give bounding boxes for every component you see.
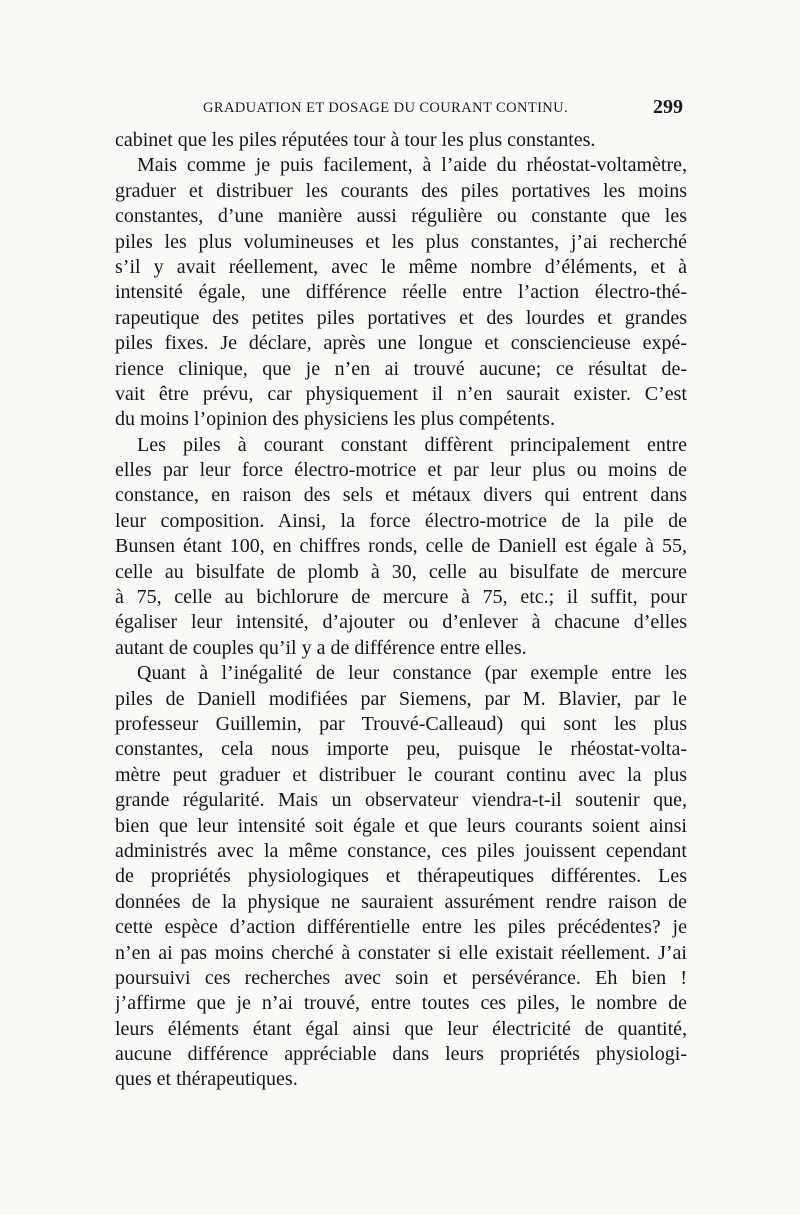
text-line: bien que leur intensité soit égale et que leurs courants soient ainsi	[115, 814, 687, 837]
page-number: 299	[653, 96, 683, 118]
text-line: graduer et distribuer les courants des piles portatives les moins	[115, 179, 687, 202]
text-line: aucune différence appréciable dans leurs propriétés physiologi-	[115, 1043, 687, 1066]
text-line: Mais comme je puis facilement, à l’aide du rhéostat-voltamètre,	[137, 154, 687, 177]
text-line: rapeutique des petites piles portatives et des lourdes et grandes	[115, 306, 687, 329]
text-line: Bunsen étant 100, en chiffres ronds, celle de Daniell est égale à 55,	[115, 535, 687, 558]
text-line: vait être prévu, car physiquement il n’en saurait exister. C’est	[115, 382, 687, 405]
text-line: leurs éléments étant égal ainsi que leur électricité de quantité,	[115, 1017, 687, 1040]
text-line: cette espèce d’action différentielle entre les piles précédentes? je	[115, 916, 687, 939]
text-line: autant de couples qu’il y a de différence entre elles.	[115, 636, 527, 659]
text-line: grande régularité. Mais un observateur viendra-t-il soutenir que,	[115, 789, 687, 812]
text-line: ques et thérapeutiques.	[115, 1068, 298, 1091]
text-line: cabinet que les piles réputées tour à tour les plus constantes.	[115, 129, 596, 151]
text-line: de propriétés physiologiques et thérapeutiques différentes. Les	[115, 865, 687, 888]
text-line: administrés avec la même constance, ces piles jouissent cependant	[115, 839, 687, 862]
text-line: leur composition. Ainsi, la force électro-motrice de la pile de	[115, 509, 687, 532]
text-line: Quant à l’inégalité de leur constance (par exemple entre les	[137, 662, 687, 685]
text-line: Les piles à courant constant diffèrent principalement entre	[137, 433, 687, 456]
text-line: rience clinique, que je n’en ai trouvé aucune; ce résultat de-	[115, 357, 687, 380]
text-line: égaliser leur intensité, d’ajouter ou d’enlever à chacune d’elles	[115, 611, 687, 634]
running-head	[115, 96, 685, 122]
text-line: piles les plus volumineuses et les plus constantes, j’ai recherché	[115, 230, 687, 253]
text-line: n’en ai pas moins cherché à constater si elle existait réellement. J’ai	[115, 941, 687, 964]
text-line: constance, en raison des sels et métaux divers qui entrent dans	[115, 484, 687, 507]
text-line: du moins l’opinion des physiciens les plus compétents.	[115, 408, 555, 431]
running-title: GRADUATION ET DOSAGE DU COURANT CONTINU.	[203, 100, 569, 116]
text-line: professeur Guillemin, par Trouvé-Calleaud) qui sont les plus	[115, 712, 687, 735]
text-line: piles fixes. Je déclare, après une longue et consciencieuse expé-	[115, 332, 687, 355]
text-line: à 75, celle au bichlorure de mercure à 75, etc.; il suffit, pour	[115, 586, 687, 609]
text-line: piles de Daniell modifiées par Siemens, par M. Blavier, par le	[115, 687, 687, 710]
text-line: poursuivi ces recherches avec soin et persévérance. Eh bien !	[115, 966, 687, 989]
text-line: s’il y avait réellement, avec le même nombre d’éléments, et à	[115, 255, 687, 278]
text-line: elles par leur force électro-motrice et par leur plus ou moins de	[115, 459, 687, 482]
text-line: constantes, cela nous importe peu, puisque le rhéostat-volta-	[115, 738, 687, 761]
text-line: données de la physique ne sauraient assurément rendre raison de	[115, 890, 687, 913]
text-line: constantes, d’une manière aussi régulière ou constante que les	[115, 205, 687, 228]
text-line: mètre peut graduer et distribuer le courant continu avec la plus	[115, 763, 687, 786]
body-text	[115, 128, 687, 1093]
text-line: intensité égale, une différence réelle entre l’action électro-thé-	[115, 281, 687, 304]
text-line: j’affirme que je n’ai trouvé, entre toutes ces piles, le nombre de	[115, 992, 687, 1015]
text-line: celle au bisulfate de plomb à 30, celle au bisulfate de mercure	[115, 560, 687, 583]
